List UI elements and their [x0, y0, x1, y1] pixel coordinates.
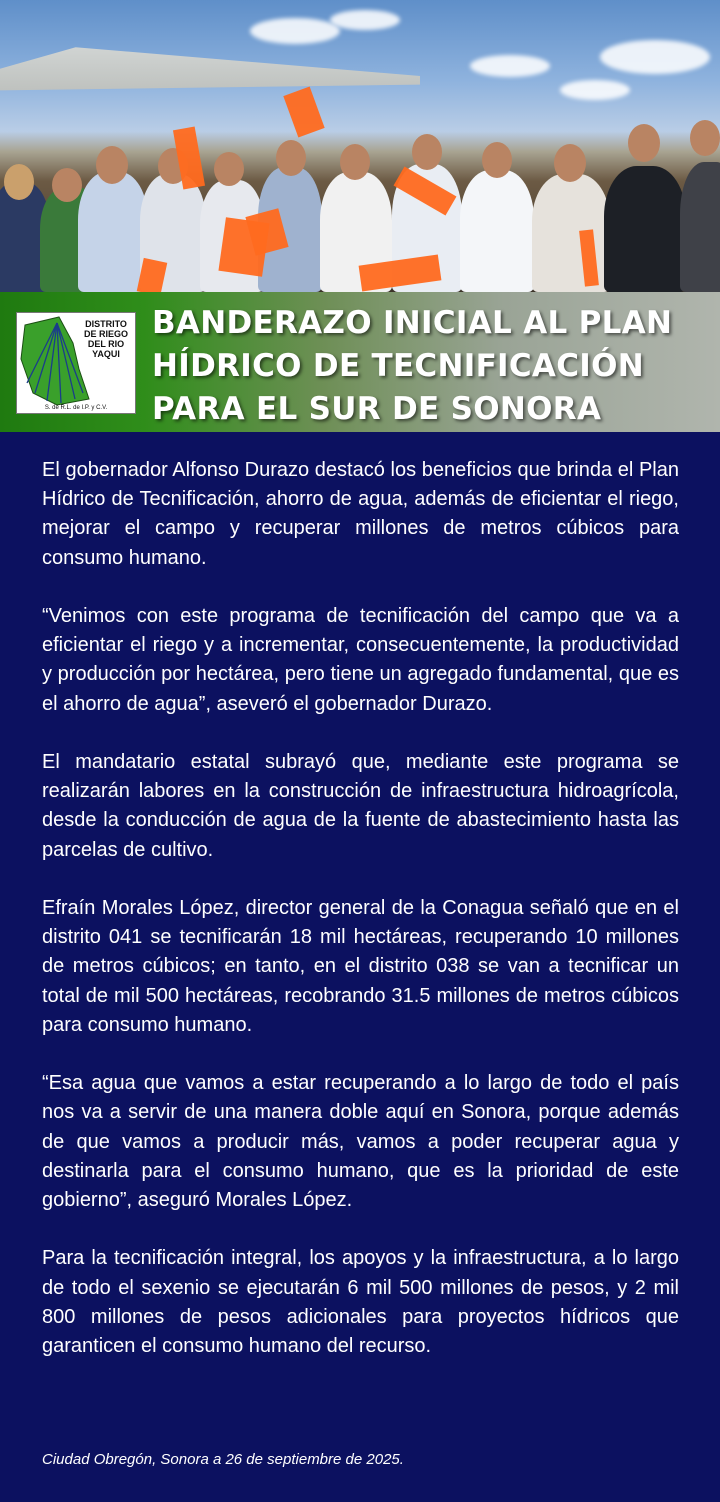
- logo-text-line: DISTRITO: [85, 319, 127, 329]
- logo-text-line: DEL RIO: [87, 339, 125, 349]
- logo-subtext: S. de R.L. de I.P. y C.V.: [44, 405, 108, 411]
- dateline: Ciudad Obregón, Sonora a 26 de septiembre de 2025.: [42, 1451, 404, 1468]
- logo-text-line: DE RIEGO: [83, 329, 128, 339]
- headline-line: PARA EL SUR DE SONORA: [152, 391, 602, 427]
- crowd: [0, 120, 720, 292]
- article-paragraph: “Esa agua que vamos a estar recuperando a lo largo de todo el país nos va a servir de una manera doble aquí en Sonora, porque además de que vamos a producir más, vamos a poder recuperar agua y destinarla para el consumo humano, que es la prioridad de este gobierno”, aseguró Morales López.: [42, 1072, 679, 1212]
- headline: [152, 302, 712, 431]
- logo-text-line: YAQUI: [92, 349, 120, 359]
- article-paragraph: “Venimos con este programa de tecnificación del campo que va a eficientar el riego y a incrementar, consecuentemente, la productividad y producción por hectárea, pero tiene un agregado fundamental, que es el ahorro de agua”, aseveró el gobernador Durazo.: [42, 605, 679, 715]
- article-paragraph: Efraín Morales López, director general de la Conagua señaló que en el distrito 041 se tecnificarán 18 mil hectáreas, recuperando 10 millones de metros cúbicos; en tanto, en el distrito 038 se van a tecnificar un total de mil 500 hectáreas, recobrando 31.5 millones de metros cúbicos para consumo humano.: [42, 897, 679, 1036]
- tent-canopy: [0, 40, 420, 112]
- headline-line: BANDERAZO INICIAL AL PLAN: [152, 305, 673, 341]
- article-paragraph: El mandatario estatal subrayó que, mediante este programa se realizarán labores en la construcción de infraestructura hidroagrícola, desde la conducción de agua de la fuente de abastecimiento hasta las parcelas de cultivo.: [42, 751, 679, 861]
- headline-line: HÍDRICO DE TECNIFICACIÓN: [152, 348, 644, 384]
- distrito-riego-logo: [16, 312, 136, 414]
- event-photo: [0, 0, 720, 292]
- article-paragraph: El gobernador Alfonso Durazo destacó los beneficios que brinda el Plan Hídrico de Tecnificación, ahorro de agua, además de eficientar el riego, mejorar el campo y recuperar millones de metros cúbicos para consumo humano.: [42, 459, 679, 569]
- article-paragraph: Para la tecnificación integral, los apoyos y la infraestructura, a lo largo de todo el sexenio se ejecutarán 6 mil 500 millones de pesos, y 2 mil 800 millones de pesos adicionales para proyectos hídricos que garanticen el consumo humano del recurso.: [42, 1247, 679, 1358]
- title-banner: [0, 292, 720, 432]
- article-body: [42, 456, 679, 1390]
